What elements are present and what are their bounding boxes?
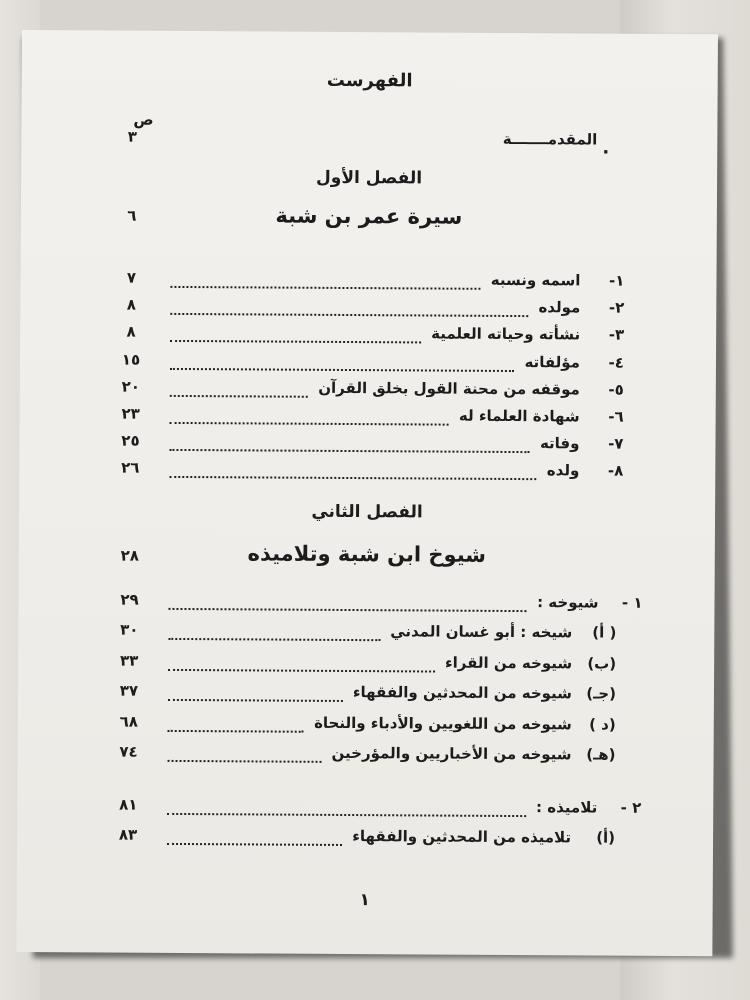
toc-entry-text: مولده [538, 298, 581, 317]
toc-row [20, 295, 716, 325]
dotted-leader [170, 420, 449, 426]
toc-item-number: ( أ) [592, 623, 617, 642]
toc-page-number: ٣ [127, 127, 137, 146]
dotted-leader [169, 447, 529, 453]
toc-page-number: ٢٠ [121, 377, 141, 396]
toc-item-number: (ب) [587, 653, 617, 673]
dotted-leader [167, 840, 342, 845]
page-column-header: ص [133, 110, 154, 129]
toc-item-number: (جـ) [586, 684, 617, 703]
toc-entry-text: شهادة العلماء له [458, 406, 580, 426]
toc-page-number: ٨ [126, 323, 136, 342]
toc-item-number: ٤- [608, 353, 625, 372]
toc-item-number: ٨- [607, 461, 624, 481]
toc-entry-text: شيوخه : [537, 593, 599, 612]
toc-entry-text: موقفه من محنة القول بخلق القرآن [318, 378, 580, 399]
toc-entry-text: شيوخه من الأخباريين والمؤرخين [331, 743, 572, 764]
toc-item-number: (أ) [596, 828, 616, 847]
toc-row [20, 350, 716, 380]
dotted-leader [168, 606, 527, 612]
toc-page-number: ٢٩ [120, 590, 139, 609]
toc-row [18, 711, 714, 741]
toc-row [17, 824, 713, 854]
dotted-leader [168, 636, 380, 641]
toc-row [17, 794, 713, 824]
toc-item-number: ١ - [621, 593, 643, 612]
toc-item-number: ٥- [608, 380, 624, 399]
dotted-leader [168, 758, 322, 763]
toc-page-number: ٦٨ [119, 712, 138, 731]
toc-row [19, 458, 715, 488]
toc-item-number: ٧- [608, 434, 624, 453]
toc-row [17, 742, 713, 772]
toc-page-number: ٨١ [119, 795, 138, 814]
toc-row [20, 268, 716, 298]
toc-row [20, 322, 716, 352]
toc-row [20, 377, 716, 407]
chapter-subtitle: شيوخ ابن شبة وتلاميذه [247, 541, 487, 567]
toc-row [18, 650, 714, 680]
dotted-leader [169, 474, 536, 480]
toc-row [18, 590, 714, 620]
toc-row [20, 404, 716, 434]
toc-entry-text: نشأته وحياته العلمية [431, 324, 581, 344]
chapter-page-number: ٦ [127, 206, 137, 225]
toc-item-number: ١- [609, 271, 625, 290]
toc-entry-text: ولده [546, 461, 580, 480]
document-page [16, 30, 718, 956]
page-folio-number: ١ [359, 890, 370, 911]
chapter-heading: الفصل الأول [315, 167, 423, 189]
chapter-subtitle: سيرة عمر بن شبة [275, 203, 463, 229]
toc-row [18, 681, 714, 711]
dotted-leader [167, 810, 526, 816]
toc-page-number: ٣٧ [119, 681, 139, 700]
toc-entry-text: شيوخه من القراء [444, 653, 573, 672]
toc-entry-text: مؤلفاته [524, 352, 581, 372]
toc-entry-text: اسمه ونسبه [490, 270, 581, 290]
toc-entry-text: تلاميذه : [536, 797, 598, 817]
toc-item-number: ٢ - [620, 798, 642, 817]
toc-page-number: ٣٣ [119, 651, 139, 670]
toc-page-number: ٨٣ [118, 825, 138, 844]
dotted-leader [170, 311, 528, 317]
dotted-leader [168, 666, 435, 672]
toc-item-number: (هـ) [586, 745, 616, 764]
toc-row [18, 620, 714, 650]
dotted-leader [168, 727, 304, 732]
toc-page-number: ٢٥ [121, 431, 140, 450]
toc-page-number: ٧٤ [119, 742, 138, 761]
dotted-leader [170, 393, 308, 398]
toc-page-number: ٧ [126, 268, 137, 287]
toc-entry-text: المقدمـــــــة [502, 129, 598, 149]
toc-page-number: ٢٦ [121, 459, 140, 478]
toc-item-number: ٣- [608, 325, 625, 345]
toc-entry-text: وفاته [539, 434, 580, 453]
toc-page-number: ٣٠ [120, 620, 139, 639]
toc-item-number: ٢- [608, 298, 625, 317]
toc-page-number: ١٥ [121, 350, 141, 369]
intro-bullet: . [602, 137, 610, 159]
page-title: الفهرست [326, 69, 413, 92]
toc-page-number: ٨ [126, 295, 136, 314]
toc-row-intro [21, 127, 717, 157]
toc-entry-text: شيوخه من اللغويين والأدباء والنحاة [314, 713, 572, 733]
dotted-leader [170, 366, 514, 372]
chapter-page-number: ٢٨ [120, 546, 140, 565]
toc-item-number: (د ) [589, 714, 616, 734]
dotted-leader [170, 284, 480, 290]
chapter-heading: الفصل الثاني [311, 501, 423, 523]
toc-entry-text: شيوخه من المحدثين والفقهاء [352, 683, 573, 703]
dotted-leader [168, 697, 343, 702]
toc-page-number: ٢٣ [121, 404, 140, 423]
toc-entry-text: تلاميذه من المحدثين والفقهاء [352, 826, 572, 846]
dotted-leader [170, 338, 421, 344]
toc-item-number: ٦- [608, 407, 624, 426]
toc-entry-text: شيخه : أبو غسان المدني [390, 622, 573, 642]
toc-row [19, 431, 715, 461]
